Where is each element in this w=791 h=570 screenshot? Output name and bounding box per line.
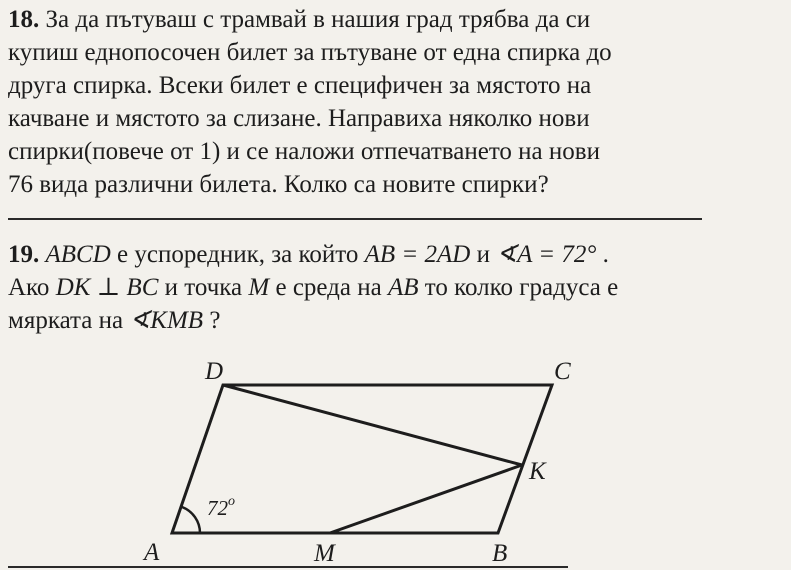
equation-perpendicular: DK ⊥ BC	[55, 274, 159, 301]
segment-dk	[223, 385, 522, 465]
problem-18-line-5: спирки(повече от 1) и се наложи отпечатването на нови	[8, 138, 600, 165]
problem-19-text: е среда на	[269, 274, 388, 301]
problem-18-line-3: друга спирка. Всеки билет е специфичен за мястото на	[8, 72, 592, 99]
label-k: K	[529, 458, 546, 485]
segment-km	[330, 465, 522, 533]
label-a: A	[144, 539, 160, 566]
problem-19-text: мярката на	[8, 307, 130, 334]
segment-ab-term: AB	[387, 274, 419, 301]
angle-unit: o	[228, 494, 235, 509]
problem-19-text: е успоредник, за който	[110, 241, 365, 268]
label-m: M	[314, 540, 335, 567]
problem-18-line-4: качване и мястото за слизане. Направиха няколко нови	[8, 105, 590, 132]
problem-18-line-2: купиш еднопосочен билет за пътуване от една спирка до	[8, 39, 612, 66]
problem-18-text: За да пътуваш с трамвай в нашия град трябва да си	[45, 6, 591, 33]
bottom-divider	[8, 566, 568, 568]
problem-19-text: и	[470, 241, 497, 268]
problem-18-line-6: 76 вида различни билета. Колко са новите спирки?	[8, 171, 549, 198]
equation-ab: AB = 2AD	[364, 241, 471, 268]
problem-19-text: .	[596, 241, 609, 268]
problem-19-number: 19.	[8, 241, 40, 268]
problem-19-text: Ако	[8, 274, 56, 301]
problem-19-text: то колко градуса е	[418, 274, 619, 301]
label-c: C	[554, 358, 571, 385]
angle-value: 72	[207, 496, 228, 520]
angle-label	[207, 494, 235, 520]
problem-18-number: 18.	[8, 6, 40, 33]
equation-angle-kmb: ∢KMB	[129, 307, 204, 334]
equation-angle-a: ∢A = 72°	[496, 241, 597, 268]
problem-19-text: и точка	[158, 274, 249, 301]
angle-arc-a	[182, 507, 200, 533]
abcd-term: ABCD	[45, 241, 111, 268]
label-d: D	[205, 358, 224, 385]
problem-19-text: ?	[203, 307, 221, 334]
label-b: B	[492, 540, 508, 567]
point-m-term: M	[248, 274, 270, 301]
